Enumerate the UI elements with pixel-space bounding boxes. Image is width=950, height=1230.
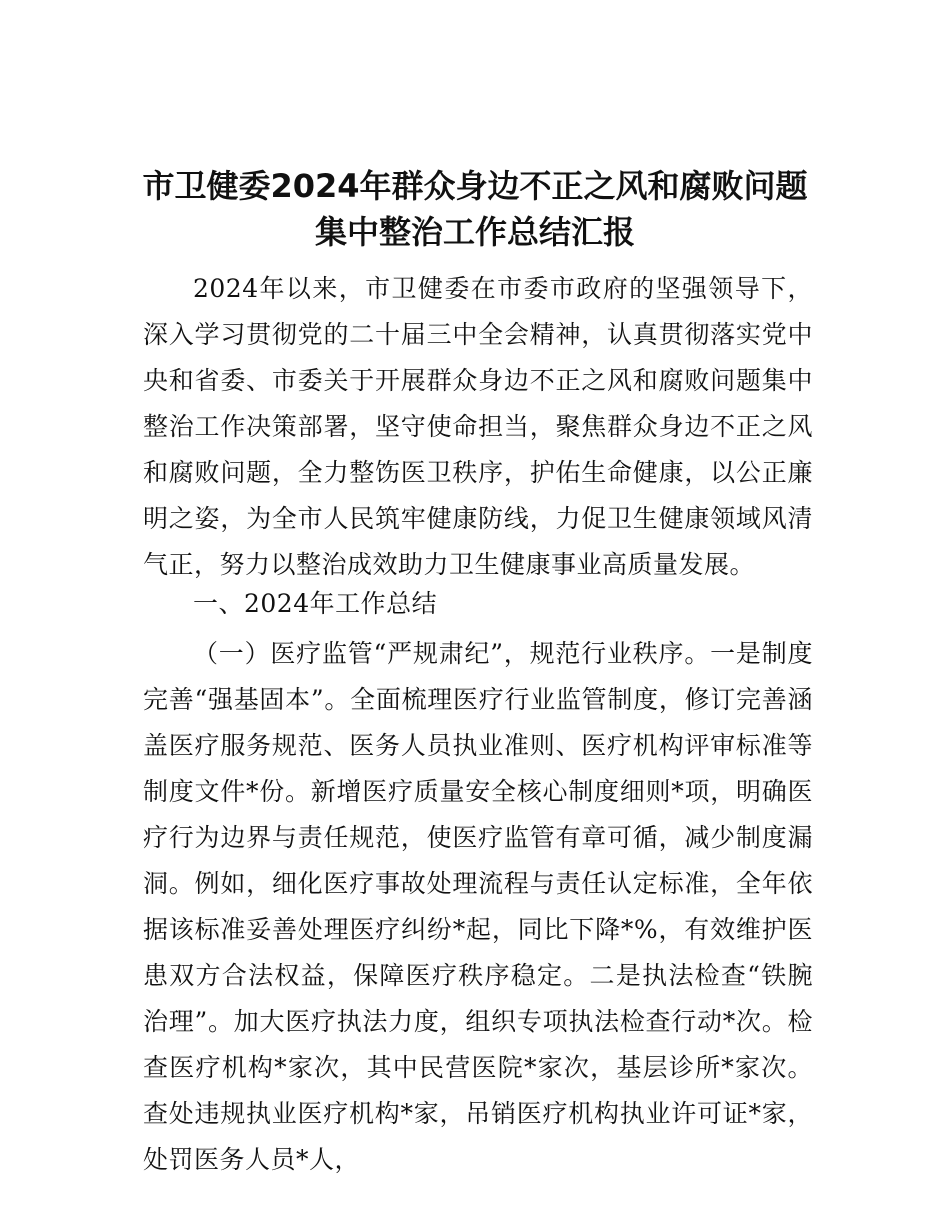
section-heading: 一、2024年工作总结: [193, 589, 438, 618]
document-title-line-1: 市卫健委2024年群众身边不正之风和腐败问题: [142, 167, 808, 205]
intro-paragraph: 2024年以来，市卫健委在市委市政府的坚强领导下，深入学习贯彻党的二十届三中全会精神，认真贯彻落实党中央和省委、市委关于开展群众身边不正之风和腐败问题集中整治工作决策部署，坚守使命担当，聚焦群众身边不正之风和腐败问题，全力整饬医卫秩序，护佑生命健康，以公正廉明之姿，为全市人民筑牢健康防线，力促卫生健康领域风清气正，努力以整治成效助力卫生健康事业高质量发展。: [143, 274, 813, 579]
section-paragraph: （一）医疗监管“严规肃纪”，规范行业秩序。一是制度完善“强基固本”。全面梳理医疗行业监管制度，修订完善涵盖医疗服务规范、医务人员执业准则、医疗机构评审标准等制度文件*份。新增医疗质量安全核心制度细则*项，明确医疗行为边界与责任规范，使医疗监管有章可循，减少制度漏洞。例如，细化医疗事故处理流程与责任认定标准，全年依据该标准妥善处理医疗纠纷*起，同比下降*%，有效维护医患双方合法权益，保障医疗秩序稳定。二是执法检查“铁腕治理”。加大医疗执法力度，组织专项执法检查行动*次。检查医疗机构*家次，其中民营医院*家次，基层诊所*家次。查处违规执业医疗机构*家，吊销医疗机构执业许可证*家，处罚医务人员*人，: [143, 639, 813, 1174]
document-title-line-2: 集中整治工作总结汇报: [314, 213, 635, 251]
